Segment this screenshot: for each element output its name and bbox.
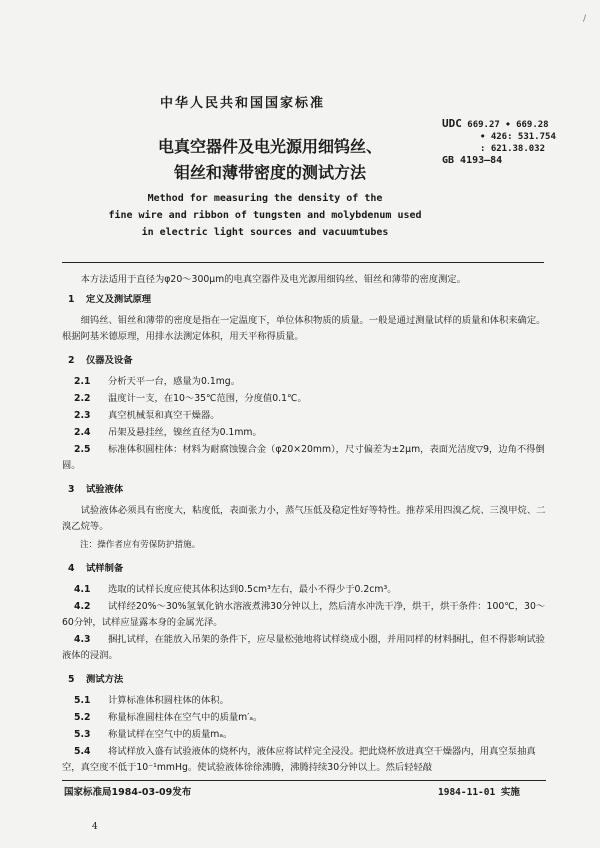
clause-text: 将试样放入盛有试验液体的烧杯内，液体应将试样完全浸没。把此烧杯放进真空干燥器内，用真空泵抽真空，真空度不低于10⁻¹mmHg。使试验液体徐徐沸腾，沸腾持续30分钟以上。然后轻轻敲 xyxy=(62,746,536,773)
clause-5-1 xyxy=(62,693,548,709)
effective-date: 1984-11-01 实施 xyxy=(438,787,520,798)
clause-number: 2.4 xyxy=(74,427,91,438)
section-heading-1 xyxy=(68,292,548,308)
section-number: 1 xyxy=(68,294,75,305)
clause-4-1 xyxy=(62,582,548,598)
clause-2-4 xyxy=(62,425,548,441)
section-title: 试样制备 xyxy=(86,563,124,574)
section-title: 测试方法 xyxy=(86,674,124,685)
clause-2-5 xyxy=(62,442,548,474)
clause-text: 捆扎试样，在能放入吊架的条件下，应尽量松弛地将试样绕成小圈，并用同样的材料捆扎，但不得影响试验液体的浸润。 xyxy=(62,634,545,661)
title-cn-line-2: 钼丝和薄带密度的测试方法 xyxy=(173,163,366,182)
title-en-line-3: in electric light sources and vacuumtubes xyxy=(141,227,389,238)
footer-divider xyxy=(62,780,546,781)
clause-number: 2.5 xyxy=(74,444,91,455)
udc-code-line-3: : 621.38.032 xyxy=(480,144,546,154)
section-1-paragraph: 细钨丝、钼丝和薄带的密度是指在一定温度下，单位体积物质的质量。一般是通过测量试样的质量和体积来确定。根据阿基米德原理，用排水法测定体积，用天平称得质量。 xyxy=(62,315,546,342)
clause-5-3 xyxy=(62,727,548,743)
section-number: 2 xyxy=(68,355,75,366)
clause-number: 5.3 xyxy=(74,729,91,740)
clause-number: 5.1 xyxy=(74,695,91,706)
clause-number: 5.4 xyxy=(74,746,91,757)
clause-number: 2.1 xyxy=(74,376,91,387)
clause-number: 2.2 xyxy=(74,393,91,404)
section-heading-4 xyxy=(68,561,548,577)
clause-text: 试样经20%～30%氢氧化钠水溶液煮沸30分钟以上，然后清水冲洗干净，烘干，烘干条件：100℃，30～60分钟，试样应显露本身的金属光泽。 xyxy=(62,601,546,628)
clause-text: 分析天平一台，感量为0.1mg。 xyxy=(108,376,241,387)
clause-text: 选取的试样长度应使其体积达到0.5cm³左右，最小不得少于0.2cm³。 xyxy=(108,584,397,595)
safety-note: 注：操作者应有劳保防护措施。 xyxy=(80,540,201,550)
title-en-line-2: fine wire and ribbon of tungsten and molybdenum used xyxy=(108,210,422,221)
clause-number: 4.2 xyxy=(74,601,91,612)
document-title-english xyxy=(90,190,440,241)
clause-text: 称量标准圆柱体在空气中的质量m′ₐ。 xyxy=(108,712,263,723)
title-cn-line-1: 电真空器件及电光源用细钨丝、 xyxy=(157,137,382,156)
section-title: 试验液体 xyxy=(86,484,124,495)
section-title: 仪器及设备 xyxy=(86,355,133,366)
clause-4-3 xyxy=(62,632,548,664)
udc-label: UDC xyxy=(442,117,462,130)
clause-number: 4.3 xyxy=(74,634,91,645)
section-heading-5 xyxy=(68,672,548,688)
intro-paragraph: 本方法适用于直径为φ20～300μm的电真空器件及电光源用细钨丝、钼丝和薄带的密度测定。 xyxy=(80,274,466,285)
section-number: 3 xyxy=(68,484,75,495)
document-body xyxy=(62,272,548,777)
issue-date: 国家标准局1984-03-09发布 xyxy=(64,787,192,798)
udc-code-line-2: ∙ 426: 531.754 xyxy=(480,132,556,142)
clause-2-3 xyxy=(62,408,548,424)
header-divider xyxy=(62,262,544,263)
section-number: 4 xyxy=(68,563,75,574)
gb-standard-number: GB 4193—84 xyxy=(442,155,503,166)
clause-text: 温度计一支，在10～35℃范围，分度值0.1℃。 xyxy=(108,393,307,404)
section-title: 定义及测试原理 xyxy=(86,294,152,305)
document-title-chinese xyxy=(140,134,400,186)
section-heading-2 xyxy=(68,353,548,369)
clause-number: 2.3 xyxy=(74,410,91,421)
clause-text: 真空机械泵和真空干燥器。 xyxy=(108,410,220,421)
country-standard-header: 中华人民共和国国家标准 xyxy=(160,96,326,111)
clause-text: 称量试样在空气中的质量mₐ。 xyxy=(108,729,233,740)
clause-2-1 xyxy=(62,374,548,390)
page-number: 4 xyxy=(92,822,98,832)
section-number: 5 xyxy=(68,674,75,685)
udc-classification-block xyxy=(442,118,556,167)
clause-number: 4.1 xyxy=(74,584,91,595)
section-3-paragraph: 试验液体必须具有密度大，粘度低，表面张力小，蒸气压低及稳定性好等特性。推荐采用四溴乙烷、三溴甲烷、二溴乙烷等。 xyxy=(62,505,546,532)
clause-2-2 xyxy=(62,391,548,407)
clause-5-2 xyxy=(62,710,548,726)
udc-code-line-1: 669.27 ∙ 669.28 xyxy=(467,120,549,130)
title-en-line-1: Method for measuring the density of the xyxy=(147,193,383,204)
corner-mark: / xyxy=(582,14,586,24)
clause-text: 标准体积圆柱体：材料为耐腐蚀镍合金（φ20×20mm），尺寸偏差为±2μm，表面光洁度▽9，边角不得倒圆。 xyxy=(62,444,545,471)
clause-4-2 xyxy=(62,599,548,631)
clause-number: 5.2 xyxy=(74,712,91,723)
clause-5-4 xyxy=(62,744,548,776)
section-heading-3 xyxy=(68,482,548,498)
clause-text: 吊架及悬挂丝，镍丝直径为0.1mm。 xyxy=(108,427,262,438)
clause-text: 计算标准体积圆柱体的体积。 xyxy=(108,695,229,706)
